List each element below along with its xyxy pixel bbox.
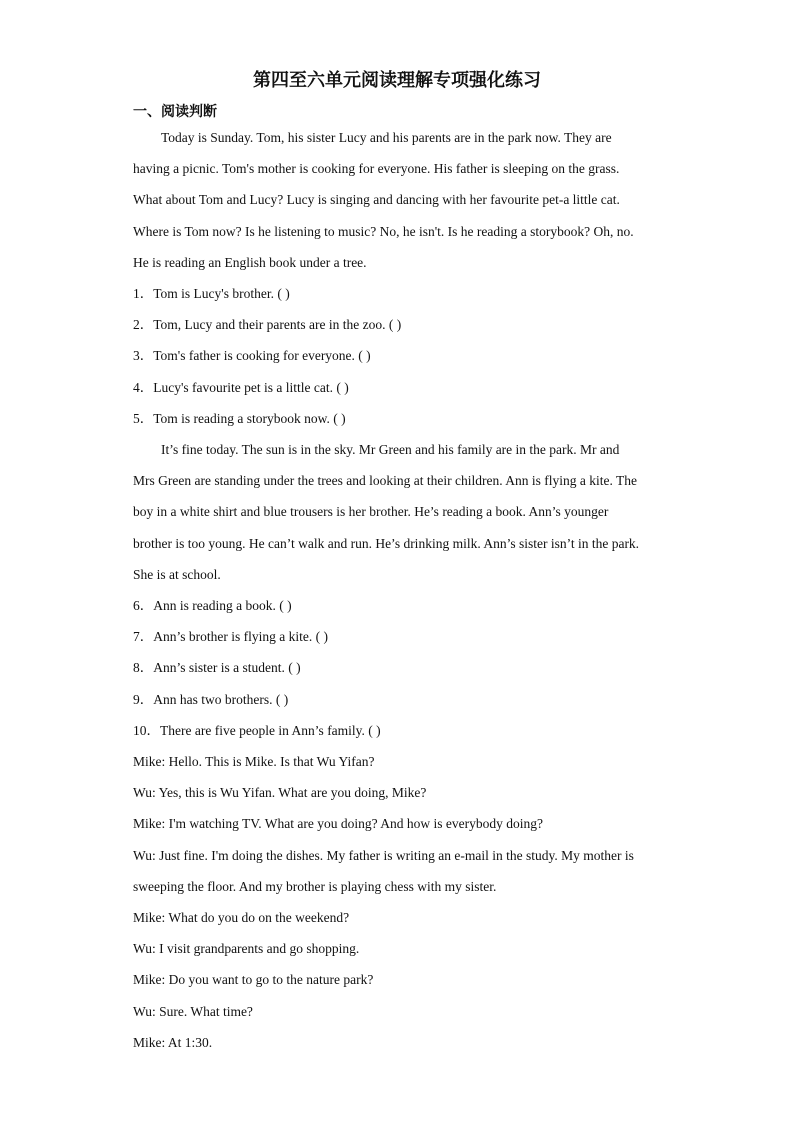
question-10: 10．There are five people in Ann’s family. ( ) <box>133 723 381 738</box>
dialogue-line: Mike: Hello. This is Mike. Is that Wu Yifan? <box>133 754 375 769</box>
question-9: 9．Ann has two brothers. ( ) <box>133 692 289 707</box>
dialogue-line: Wu: Just fine. I'm doing the dishes. My father is writing an e-mail in the study. My mother is <box>133 848 634 863</box>
dialogue-line: Wu: I visit grandparents and go shopping. <box>133 941 360 956</box>
passage1-line: having a picnic. Tom's mother is cooking for everyone. His father is sleeping on the grass. <box>133 161 620 176</box>
passage1-line: He is reading an English book under a tree. <box>133 255 367 270</box>
section-heading: 一、阅读判断 <box>133 104 217 120</box>
dialogue-line: Mike: At 1:30. <box>133 1035 213 1050</box>
dialogue-line: Mike: What do you do on the weekend? <box>133 910 350 925</box>
passage2-line: She is at school. <box>133 567 221 582</box>
question-5: 5．Tom is reading a storybook now. ( ) <box>133 411 346 426</box>
dialogue-line: Wu: Sure. What time? <box>133 1004 253 1019</box>
passage2-line: brother is too young. He can’t walk and run. He’s drinking milk. Ann’s sister isn’t in the park. <box>133 536 640 551</box>
question-2: 2．Tom, Lucy and their parents are in the zoo. ( ) <box>133 317 402 332</box>
question-7: 7．Ann’s brother is flying a kite. ( ) <box>133 629 328 644</box>
dialogue-line: Mike: I'm watching TV. What are you doing? And how is everybody doing? <box>133 816 543 831</box>
page-title: 第四至六单元阅读理解专项强化练习 <box>253 70 541 91</box>
question-1: 1．Tom is Lucy's brother. ( ) <box>133 286 290 301</box>
dialogue-line: Wu: Yes, this is Wu Yifan. What are you doing, Mike? <box>133 785 427 800</box>
dialogue-line: Mike: Do you want to go to the nature park? <box>133 972 374 987</box>
question-3: 3．Tom's father is cooking for everyone. ( ) <box>133 348 371 363</box>
question-8: 8．Ann’s sister is a student. ( ) <box>133 660 301 675</box>
passage2-line: boy in a white shirt and blue trousers is her brother. He’s reading a book. Ann’s younger <box>133 504 609 519</box>
passage1-line: What about Tom and Lucy? Lucy is singing and dancing with her favourite pet-a little cat. <box>133 192 620 207</box>
dialogue-line: sweeping the floor. And my brother is playing chess with my sister. <box>133 879 497 894</box>
question-4: 4．Lucy's favourite pet is a little cat. ( ) <box>133 380 349 395</box>
passage1-line: Today is Sunday. Tom, his sister Lucy and his parents are in the park now. They are <box>161 130 612 145</box>
question-6: 6．Ann is reading a book. ( ) <box>133 598 292 613</box>
passage2-line: Mrs Green are standing under the trees and looking at their children. Ann is flying a kite. The <box>133 473 637 488</box>
passage1-line: Where is Tom now? Is he listening to music? No, he isn't. Is he reading a storybook? Oh, no. <box>133 224 634 239</box>
passage2-line: It’s fine today. The sun is in the sky. Mr Green and his family are in the park. Mr and <box>161 442 620 457</box>
